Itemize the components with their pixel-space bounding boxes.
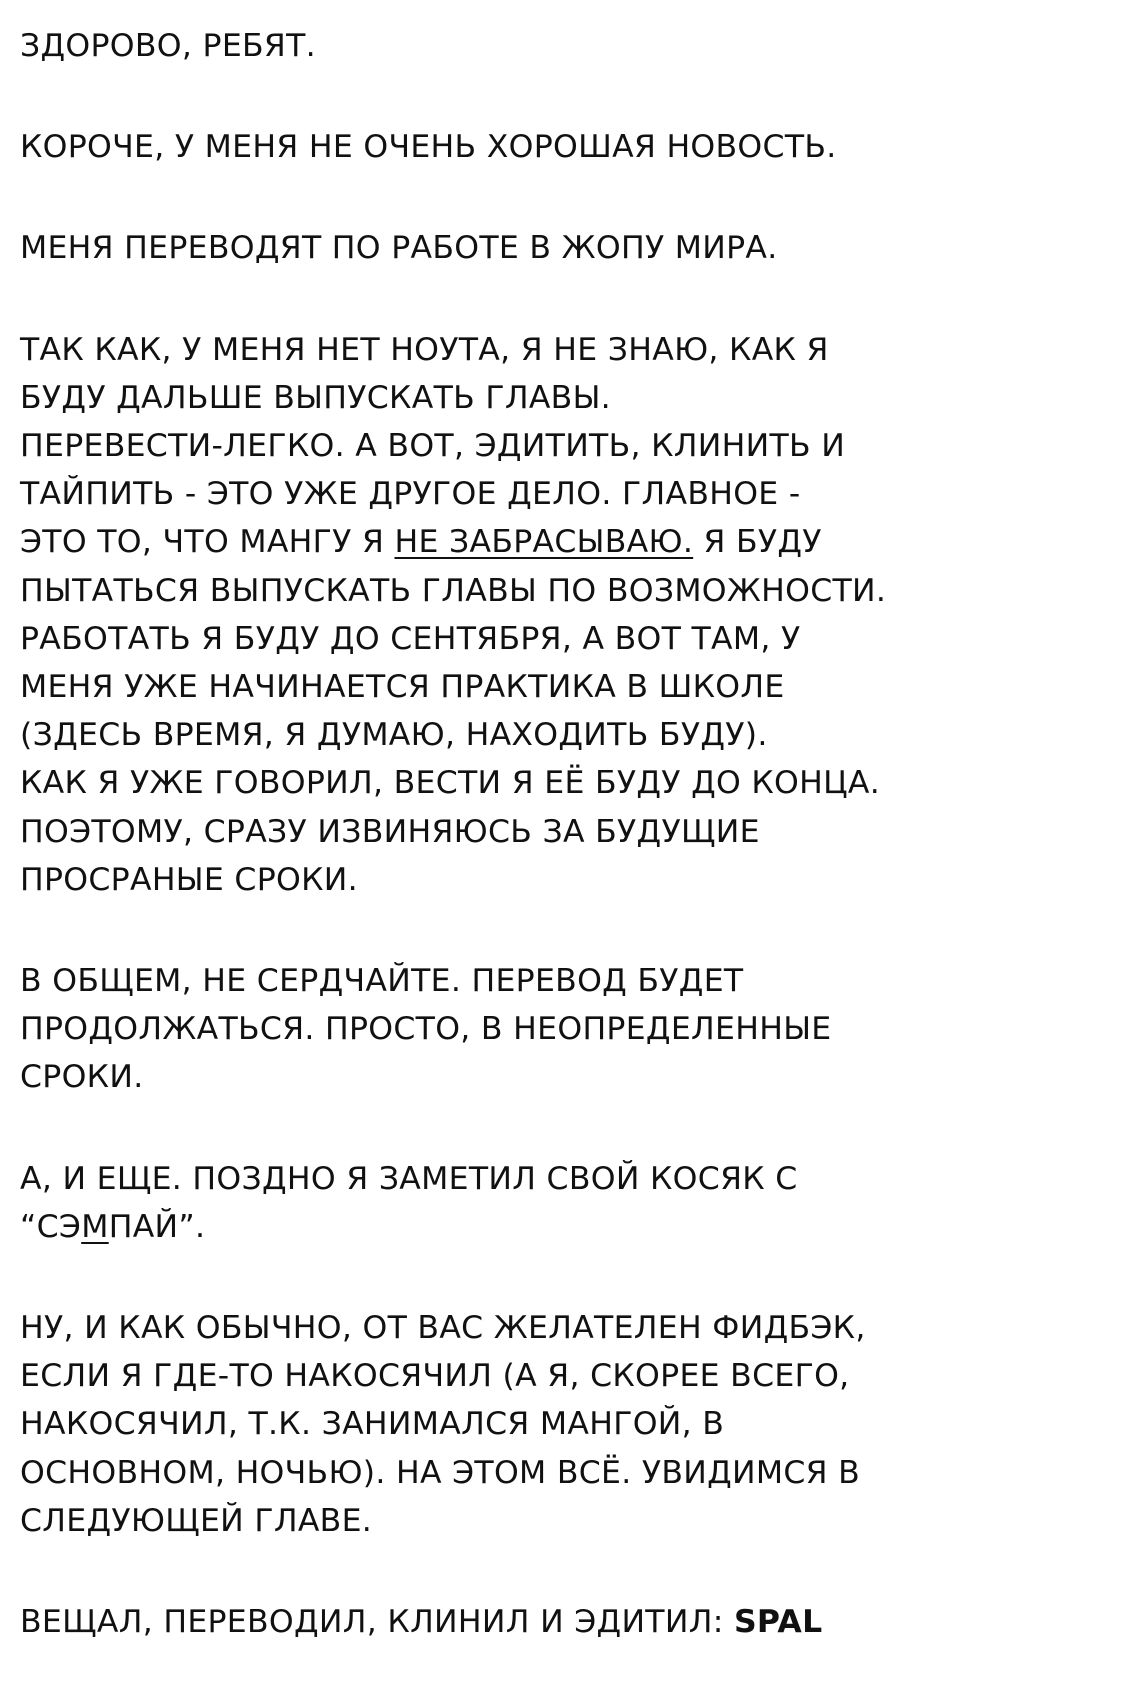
text-line [20,615,1110,663]
text-line [20,1005,1110,1053]
paragraph [20,123,1110,171]
text-line [20,1304,1110,1352]
text-line [20,1449,1110,1497]
text-line [20,374,1110,422]
text-line [20,663,1110,711]
text-segment: ЗДОРОВО, РЕБЯТ. [20,28,316,64]
text-line [20,567,1110,615]
signature-line [20,1598,1110,1646]
text-segment: ПЕРЕВЕСТИ-ЛЕГКО. А ВОТ, ЭДИТИТЬ, КЛИНИТЬ И [20,428,846,465]
paragraph [20,1155,1110,1251]
underlined-text: М [81,1208,109,1245]
text-segment: НУ, И КАК ОБЫЧНО, ОТ ВАС ЖЕЛАТЕЛЕН ФИДБЭК, [20,1310,866,1347]
text-line [20,1053,1110,1101]
text-segment: КОРОЧЕ, У МЕНЯ НЕ ОЧЕНЬ ХОРОШАЯ НОВОСТЬ. [20,129,837,166]
text-segment: СРОКИ. [20,1059,144,1096]
text-segment: ТАК КАК, У МЕНЯ НЕТ НОУТА, Я НЕ ЗНАЮ, КАК Я [20,331,829,368]
text-segment: БУДУ ДАЛЬШЕ ВЫПУСКАТЬ ГЛАВЫ. [20,379,611,416]
text-segment: А, И ЕЩЕ. ПОЗДНО Я ЗАМЕТИЛ СВОЙ КОСЯК С [20,1160,798,1197]
paragraph [20,326,1110,904]
text-segment: ТАЙПИТЬ - ЭТО УЖЕ ДРУГОЕ ДЕЛО. ГЛАВНОЕ - [20,476,801,513]
text-line [20,123,1110,171]
text-segment: НАКОСЯЧИЛ, Т.К. ЗАНИМАЛСЯ МАНГОЙ, В [20,1406,725,1443]
translator-note [20,22,1110,1699]
signature-credits: ВЕЩАЛ, ПЕРЕВОДИЛ, КЛИНИЛ И ЭДИТИЛ: [20,1604,734,1641]
text-segment: ОСНОВНОМ, НОЧЬЮ). НА ЭТОМ ВСЁ. УВИДИМСЯ В [20,1454,861,1491]
text-line [20,518,1110,566]
text-line [20,422,1110,470]
text-line [20,759,1110,807]
text-line [20,808,1110,856]
text-line [20,1352,1110,1400]
paragraph [20,22,1110,70]
text-segment: “СЭ [20,1208,82,1245]
text-line [20,1203,1110,1251]
text-segment: ПЫТАТЬСЯ ВЫПУСКАТЬ ГЛАВЫ ПО ВОЗМОЖНОСТИ. [20,572,887,609]
text-segment: СЛЕДУЮЩЕЙ ГЛАВЕ. [20,1502,373,1539]
text-segment: ЕСЛИ Я ГДЕ-ТО НАКОСЯЧИЛ (А Я, СКОРЕЕ ВСЕГО, [20,1358,850,1395]
text-segment: КАК Я УЖЕ ГОВОРИЛ, ВЕСТИ Я ЕЁ БУДУ ДО КОНЦА. [20,765,881,802]
text-segment: РАБОТАТЬ Я БУДУ ДО СЕНТЯБРЯ, А ВОТ ТАМ, У [20,620,801,657]
paragraph [20,1304,1110,1545]
text-segment: МЕНЯ ПЕРЕВОДЯТ ПО РАБОТЕ В ЖОПУ МИРА. [20,230,778,267]
text-segment: ПРОСРАНЫЕ СРОКИ. [20,861,358,898]
text-line [20,957,1110,1005]
text-segment: ПАЙ”. [108,1208,206,1245]
text-line [20,470,1110,518]
text-segment: МЕНЯ УЖЕ НАЧИНАЕТСЯ ПРАКТИКА В ШКОЛЕ [20,669,785,706]
text-line [20,856,1110,904]
signature-name: SPAL [733,1604,823,1641]
text-segment: Я БУДУ [693,524,822,561]
underlined-text: НЕ ЗАБРАСЫВАЮ. [394,524,694,561]
note-body [20,22,1110,1545]
text-segment: (ЗДЕСЬ ВРЕМЯ, Я ДУМАЮ, НАХОДИТЬ БУДУ). [20,717,768,754]
text-line [20,224,1110,272]
text-segment: ПРОДОЛЖАТЬСЯ. ПРОСТО, В НЕОПРЕДЕЛЕННЫЕ [20,1011,832,1048]
text-line [20,22,1110,70]
text-line [20,326,1110,374]
signature [20,1598,1110,1646]
text-line [20,1400,1110,1448]
text-segment: ЭТО ТО, ЧТО МАНГУ Я [20,524,395,561]
paragraph [20,957,1110,1102]
text-segment: В ОБЩЕМ, НЕ СЕРДЧАЙТЕ. ПЕРЕВОД БУДЕТ [20,963,744,1000]
text-line [20,1497,1110,1545]
text-segment: ПОЭТОМУ, СРАЗУ ИЗВИНЯЮСЬ ЗА БУДУЩИЕ [20,813,760,850]
text-line [20,711,1110,759]
paragraph [20,224,1110,272]
text-line [20,1155,1110,1203]
